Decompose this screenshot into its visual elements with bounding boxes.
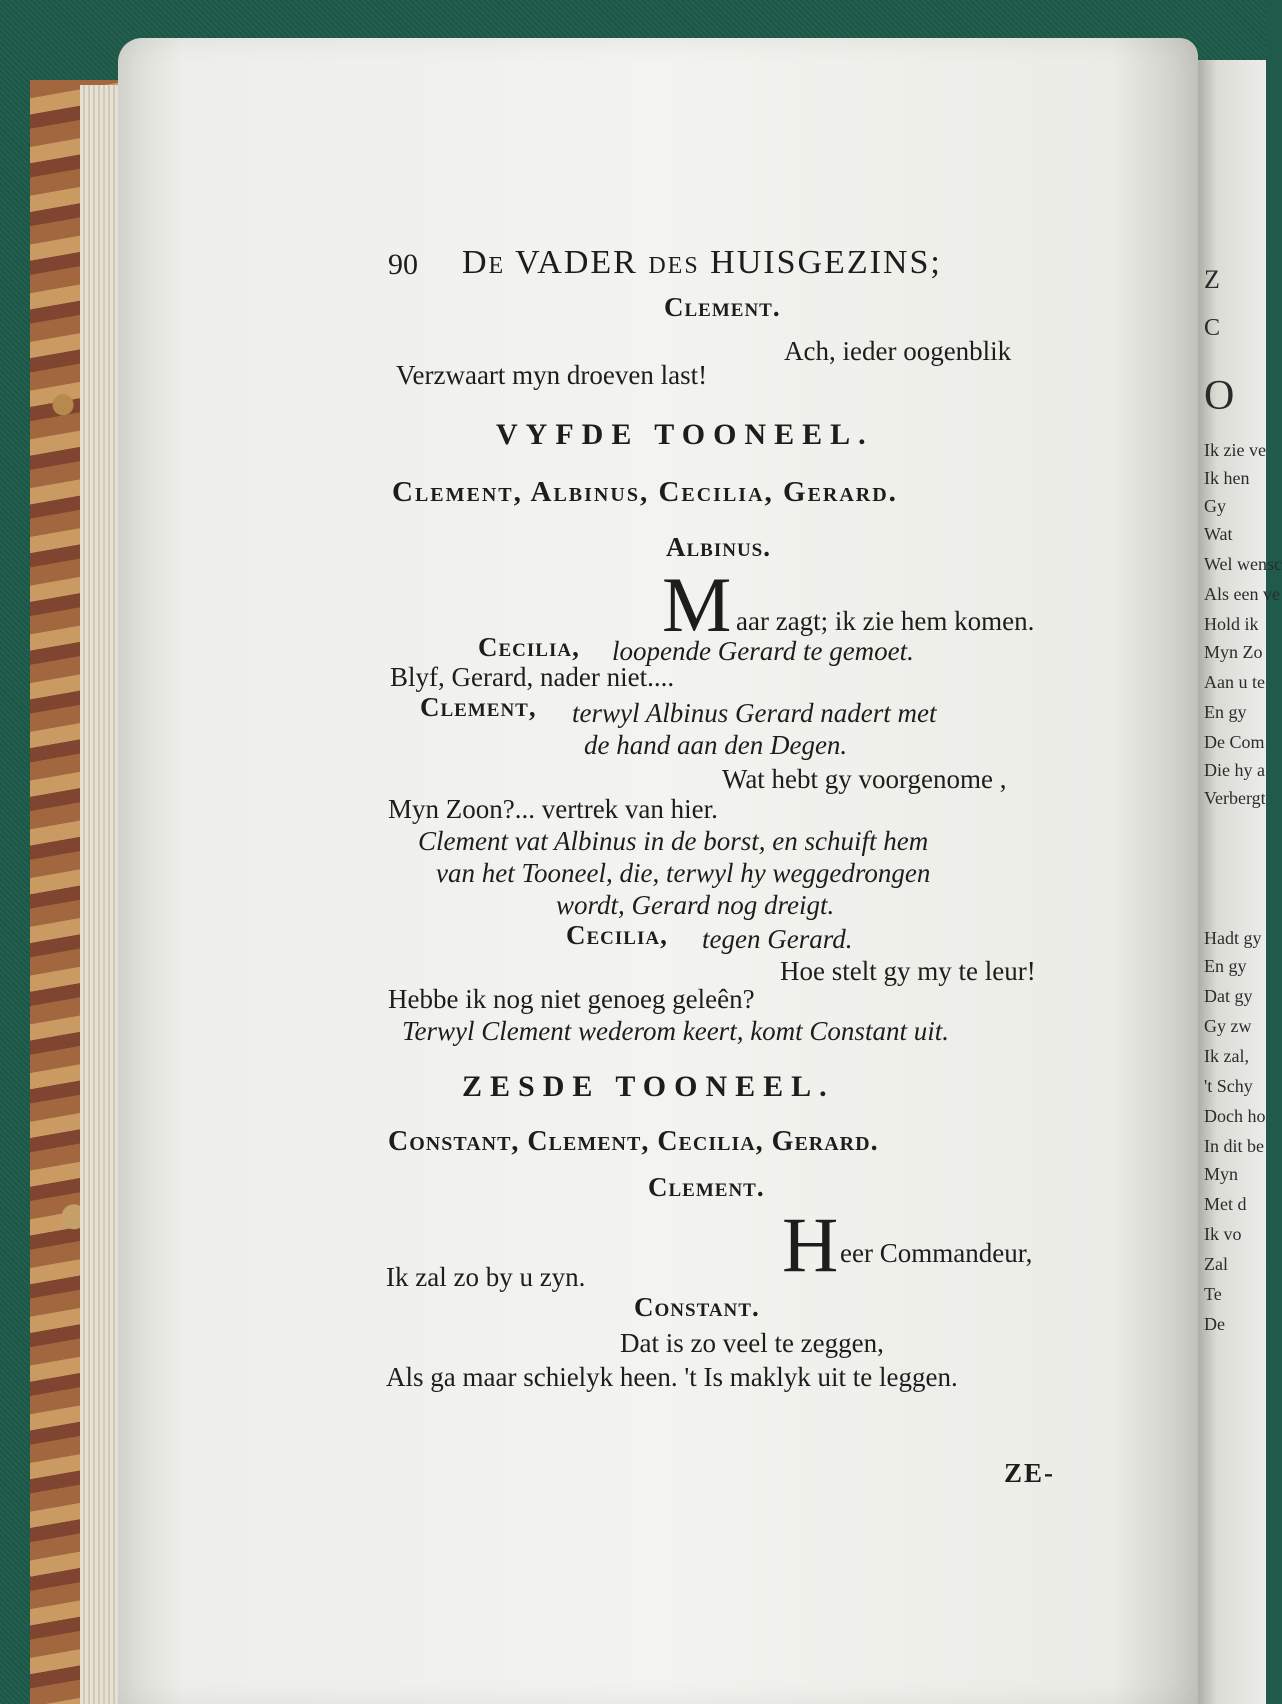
stage-direction: loopende Gerard te gemoet.	[612, 636, 914, 666]
facing-page-fragment: Aan u te	[1204, 672, 1265, 692]
facing-page-fragment: De	[1204, 1314, 1225, 1334]
facing-page-fragment: De Com	[1204, 732, 1265, 752]
facing-page-fragment: Ik zie ve	[1204, 440, 1266, 460]
facing-page-fragment: 't Schy	[1204, 1076, 1253, 1096]
facing-page-fragment: Verbergt	[1204, 788, 1266, 808]
scene-heading: VYFDE TOONEEL.	[496, 418, 874, 451]
facing-page-fragment: Wel wensc	[1204, 554, 1282, 574]
facing-page-fragment: Die hy a	[1204, 760, 1265, 780]
scene-heading: ZESDE TOONEEL.	[462, 1070, 835, 1103]
facing-page-fragment: Gy	[1204, 496, 1226, 516]
facing-page-fragment: O	[1204, 373, 1235, 419]
facing-page-fragment: Gy zw	[1204, 1016, 1252, 1036]
speaker-name: Cecilia,	[478, 632, 580, 662]
verse-line: Myn Zoon?... vertrek van hier.	[388, 794, 718, 824]
character-list: Constant, Clement, Cecilia, Gerard.	[388, 1126, 879, 1157]
speaker-name: Clement.	[648, 1172, 765, 1202]
drop-cap: H	[782, 1201, 839, 1288]
stage-direction: wordt, Gerard nog dreigt.	[556, 890, 835, 920]
facing-page-fragment: Te	[1204, 1284, 1222, 1304]
verse-line: Hoe stelt gy my te leur!	[780, 956, 1036, 986]
stage-direction: Clement vat Albinus in de borst, en schuift hem	[418, 826, 929, 856]
drop-cap: M	[662, 561, 732, 648]
speaker-name: Cecilia,	[566, 920, 668, 950]
facing-page-fragment: Myn Zo	[1204, 642, 1263, 662]
facing-page-fragment: Ik hen	[1204, 468, 1250, 488]
verse-line: Ach, ieder oogenblik	[784, 336, 1012, 366]
facing-page-fragment: En gy	[1204, 956, 1247, 976]
facing-page-fragment: Ik vo	[1204, 1224, 1242, 1244]
facing-page-fragment: Met d	[1204, 1194, 1247, 1214]
facing-page-fragment: Hold ik	[1204, 614, 1259, 634]
verse-line: Blyf, Gerard, nader niet....	[390, 662, 675, 692]
stage-direction: de hand aan den Degen.	[584, 730, 848, 760]
verse-line: Verzwaart myn droeven last!	[396, 360, 708, 390]
verse-line: aar zagt; ik zie hem komen.	[736, 606, 1035, 636]
stage-direction: terwyl Albinus Gerard nadert met	[572, 698, 937, 728]
catchword: ZE-	[1004, 1458, 1056, 1488]
verse-line: Wat hebt gy voorgenome ,	[722, 764, 1007, 794]
facing-page-fragment: Z	[1204, 265, 1220, 294]
verse-line: eer Commandeur,	[840, 1238, 1033, 1268]
facing-page-fragment: Doch ho	[1204, 1106, 1266, 1126]
verse-line: Hebbe ik nog niet genoeg geleên?	[388, 984, 755, 1014]
page-number: 90	[388, 248, 418, 281]
speaker-name: Constant.	[634, 1292, 760, 1322]
facing-page-fragment: In dit be	[1204, 1136, 1264, 1156]
facing-page-fragment: Hadt gy	[1204, 928, 1262, 948]
verse-line: Als ga maar schielyk heen. 't Is maklyk uit te leggen.	[386, 1362, 958, 1392]
speaker-name: Albinus.	[666, 532, 771, 562]
facing-page-fragment: Ik zal,	[1204, 1046, 1249, 1066]
running-title: De VADER des HUISGEZINS;	[462, 244, 942, 281]
facing-page-fragment: En gy	[1204, 702, 1247, 722]
stage-direction: Terwyl Clement wederom keert, komt Constant uit.	[402, 1016, 949, 1046]
facing-page-fragment: Zal	[1204, 1254, 1228, 1274]
facing-page-fragment: Myn	[1204, 1164, 1239, 1184]
speaker-name: Clement.	[664, 292, 781, 322]
facing-page-fragment: C	[1204, 315, 1221, 341]
facing-page	[1196, 60, 1282, 1704]
verse-line: Ik zal zo by u zyn.	[386, 1262, 586, 1292]
facing-page-fragment: Wat	[1204, 524, 1233, 544]
speaker-name: Clement,	[420, 692, 537, 722]
stage-direction: tegen Gerard.	[702, 924, 853, 954]
facing-page-fragment: Dat gy	[1204, 986, 1253, 1006]
verse-line: Dat is zo veel te zeggen,	[620, 1328, 884, 1358]
facing-page-fragment: Als een ve	[1204, 584, 1280, 604]
stage-direction: van het Tooneel, die, terwyl hy weggedrongen	[436, 858, 931, 888]
character-list: Clement, Albinus, Cecilia, Gerard.	[392, 476, 898, 508]
